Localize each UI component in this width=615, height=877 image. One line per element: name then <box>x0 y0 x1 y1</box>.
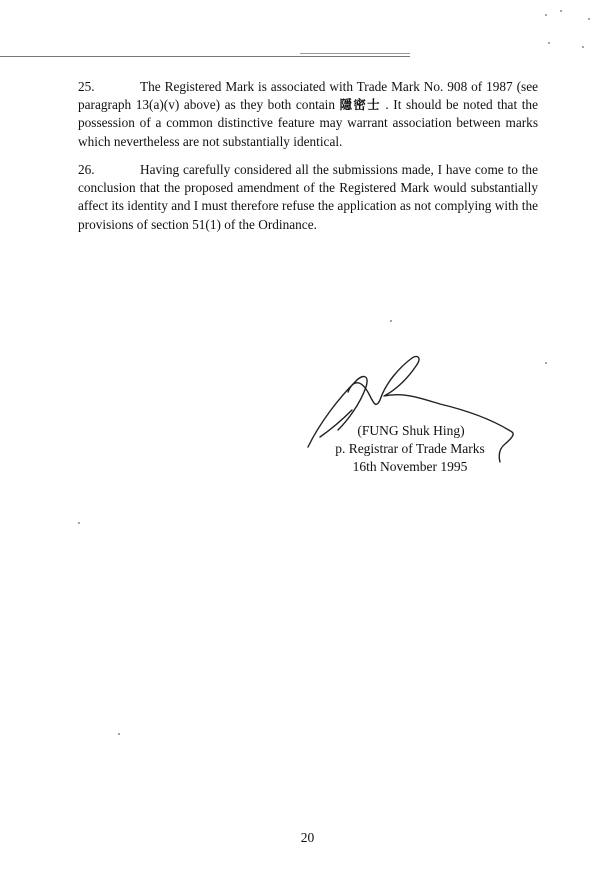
signature-block <box>310 422 510 476</box>
paragraph-number: 26. <box>78 162 95 177</box>
paragraph-number: 25. <box>78 79 95 94</box>
scan-speck <box>118 733 120 735</box>
paragraph-text: Having carefully considered all the submissions made, I have come to the conclusion that the proposed amendment of the Registered Mark would substantially affect its identity and I must therefore refuse the application as not complying with the provisions of section 51(1) of the Ordinance. <box>78 162 538 232</box>
chinese-characters: 隱密士 <box>339 97 381 113</box>
scan-speck <box>545 362 547 364</box>
scan-speck <box>588 18 590 20</box>
page-number: 20 <box>300 830 315 845</box>
scan-line-artifact <box>300 53 410 54</box>
scan-speck <box>545 14 547 16</box>
paragraph-25 <box>78 78 538 151</box>
scan-speck <box>390 320 392 322</box>
scan-speck <box>78 522 80 524</box>
scan-speck <box>582 46 584 48</box>
scan-speck <box>548 42 550 44</box>
signatory-name: (FUNG Shuk Hing) <box>357 423 465 438</box>
signature-date: 16th November 1995 <box>352 459 468 474</box>
scan-speck <box>560 10 562 12</box>
paragraph-26 <box>78 161 538 234</box>
paragraph-text: The Registered Mark is associated with Trade Mark No. 908 of 1987 (see paragraph 13(a)(v) above) as they both contain <box>78 79 538 113</box>
paragraph-text: . It should be noted that the possession of a common distinctive feature may warrant association between marks which nevertheless are not substantially identical. <box>78 97 538 149</box>
scan-line-artifact <box>0 56 410 57</box>
signatory-title: p. Registrar of Trade Marks <box>335 441 485 456</box>
